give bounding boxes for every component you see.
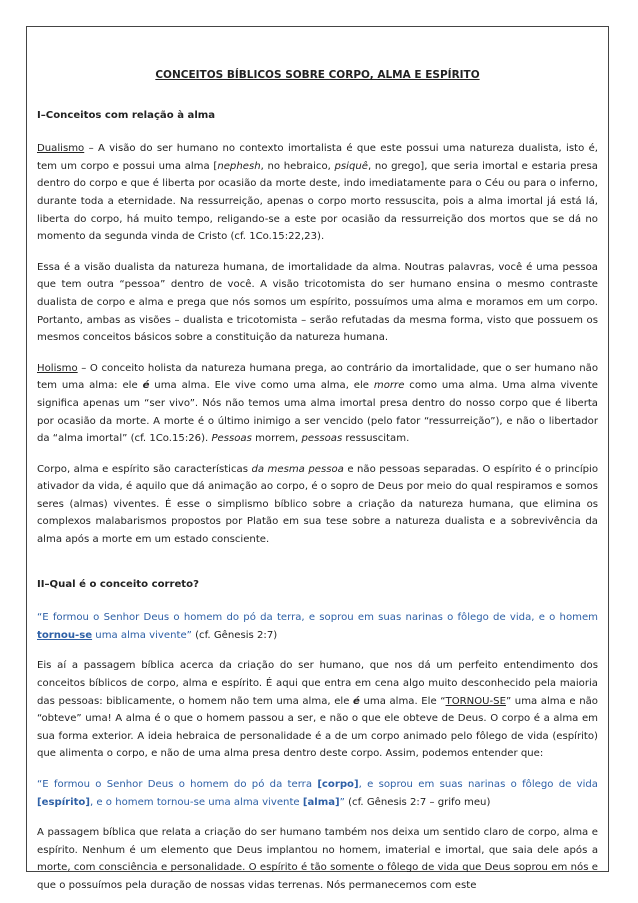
quote-bracket-espirito: [espírito] [37, 796, 90, 808]
quote-genesis-2 [37, 776, 598, 811]
quote-text: “E formou o Senhor Deus o homem do pó da terra [37, 779, 318, 790]
quote-text: “E formou o Senhor Deus o homem do pó da terra, e soprou em suas narinas o fôlego de vida, e o homem [37, 612, 598, 624]
italic-nephesh: nephesh [217, 160, 261, 172]
quote-genesis-1 [37, 609, 598, 644]
text: Eis aí a passagem bíblica acerca da criação do ser humano, que nos dá um perfeito entendimento dos conceitos bíblicos de corpo, alma e espírito. É aqui que entra em cena algo muito desconhecido pela maioria das pessoas: biblicamente, o homem não tem uma alma, ele [37, 660, 598, 707]
paragraph-eis-ai [37, 657, 598, 763]
italic-morre: morre [373, 380, 405, 392]
term-dualismo: Dualismo [37, 143, 85, 155]
paragraph-visao-dualista: Essa é a visão dualista da natureza humana, de imortalidade da alma. Noutras palavras, você é uma pessoa que tem outra “pessoa” dentro de você. A visão tricotomista do ser humano ensina o mesmo contraste dualista de corpo e alma e prega que nós somos um espírito, possuímos uma alma e moramos em um corpo. Portanto, ambas as visões – dualista e tricotomista – serão refutadas da mesma forma, visto que possuem os mesmos conceitos básicos sobre a constituição da natureza humana. [37, 261, 598, 344]
section-1-heading: I–Conceitos com relação à alma [37, 109, 216, 121]
paragraph-dualismo [37, 140, 598, 246]
text: – O conceito holista da natureza humana prega, ao contrário da imortalidade, que o ser humano não tem uma alma: ele [37, 362, 598, 392]
text: e não pessoas separadas. O espírito é o princípio ativador da vida, é aquilo que dá animação ao corpo, é o sopro de Deus por meio do qual respiramos e somos seres (almas) viventes. É esse o simplismo bíblico sobre a criação da natureza humana, que elimina os complexos malabarismos propostos por Platão em sua tese sobre a natureza dualista e a sobrevivência da alma após a morte em um estado consciente. [37, 463, 599, 546]
text: Corpo, alma e espírito são características [37, 463, 252, 475]
italic-psique: psiquê [334, 160, 369, 172]
emphasis-e: é [142, 380, 150, 392]
text: uma alma. Ele vive como uma alma, ele [149, 380, 374, 392]
text: , no grego], que seria imortal e estaria presa dentro do corpo e que é liberta por ocasião da morte deste, indo imediatamente para o Céu ou para o inferno, durante toda a eternidade. Na ressurreição, apenas o corpo morto ressuscita, pois a alma imortal já está lá, liberta do corpo, há muito tempo, religando-se a este por ocasião da ressurreição dos mortos que se dá no momento da segunda vinda de Cristo (cf. 1Co.15:22,23). [37, 160, 598, 243]
spacer [37, 562, 598, 576]
quote-text: , e soprou em suas narinas o fôlego de vida [358, 779, 598, 790]
quote-bracket-alma: [alma] [302, 796, 340, 808]
underlined-tornou-se: TORNOU-SE [445, 695, 506, 707]
paragraph-corpo-alma-espirito [37, 461, 598, 549]
text: ” uma alma e não “obteve” uma! A alma é o que o homem passou a ser, e não o que ele obteve de Deus. O corpo é a alma em sua forma exterior. A ideia hebraica de personalidade é a de um corpo animado pelo fôlego de vida (espírito) que alimenta o corpo, e não de uma alma presa dentro deste corpo. Assim, podemos entender que: [37, 695, 598, 760]
document-page [26, 26, 609, 891]
italic-mesma-pessoa: da mesma pessoa [251, 463, 344, 475]
text: uma alma. Ele “ [359, 695, 446, 707]
emphasis-e: é [353, 695, 360, 707]
quote-emphasis: tornou-se [37, 629, 93, 641]
quote-text: uma alma vivente” [92, 629, 192, 641]
text: ressuscitam. [342, 433, 410, 445]
quote-reference: (cf. Gênesis 2:7) [191, 629, 278, 641]
text: – A visão do ser humano no contexto imortalista é que este possui uma natureza dualista, isto é, tem um corpo e possui uma alma [ [37, 143, 598, 172]
quote-text: ” [339, 796, 345, 808]
text: como uma alma. Uma alma vivente significa apenas um “ser vivo”. Nós não temos uma alma imortal presa dentro do nosso corpo que é liberta por ocasião da morte. A morte é o último inimigo a ser vencido (pelo fator “ressurreição”), e não o libertador da “alma imortal” (cf. 1Co.15:26). [37, 380, 598, 445]
document-title: CONCEITOS BÍBLICOS SOBRE CORPO, ALMA E ESPÍRITO [155, 69, 480, 81]
italic-pessoas: Pessoas [211, 433, 252, 445]
text: morrem, [251, 433, 302, 445]
paragraph-holismo [37, 360, 598, 448]
section-2-heading: II–Qual é o conceito correto? [37, 578, 199, 590]
italic-pessoas: pessoas [301, 433, 343, 445]
quote-bracket-corpo: [corpo] [317, 779, 359, 790]
term-holismo: Holismo [37, 362, 78, 374]
paragraph-passagem-biblica: A passagem bíblica que relata a criação do ser humano também nos deixa um sentido claro de corpo, alma e espírito. Nenhum é um elemento que Deus implantou no homem, imaterial e imortal, que saia dele após a morte, com consciência e personalidade. O espírito é tão somente o fôlego de vida que Deus soprou em nós e que o possuímos pela duração de nossas vidas terrenas. Nós permanecemos com este [37, 827, 598, 891]
text: , no hebraico, [260, 160, 335, 172]
quote-reference: (cf. Gênesis 2:7 – grifo meu) [344, 796, 491, 808]
quote-text: , e o homem tornou-se uma alma vivente [89, 796, 303, 808]
